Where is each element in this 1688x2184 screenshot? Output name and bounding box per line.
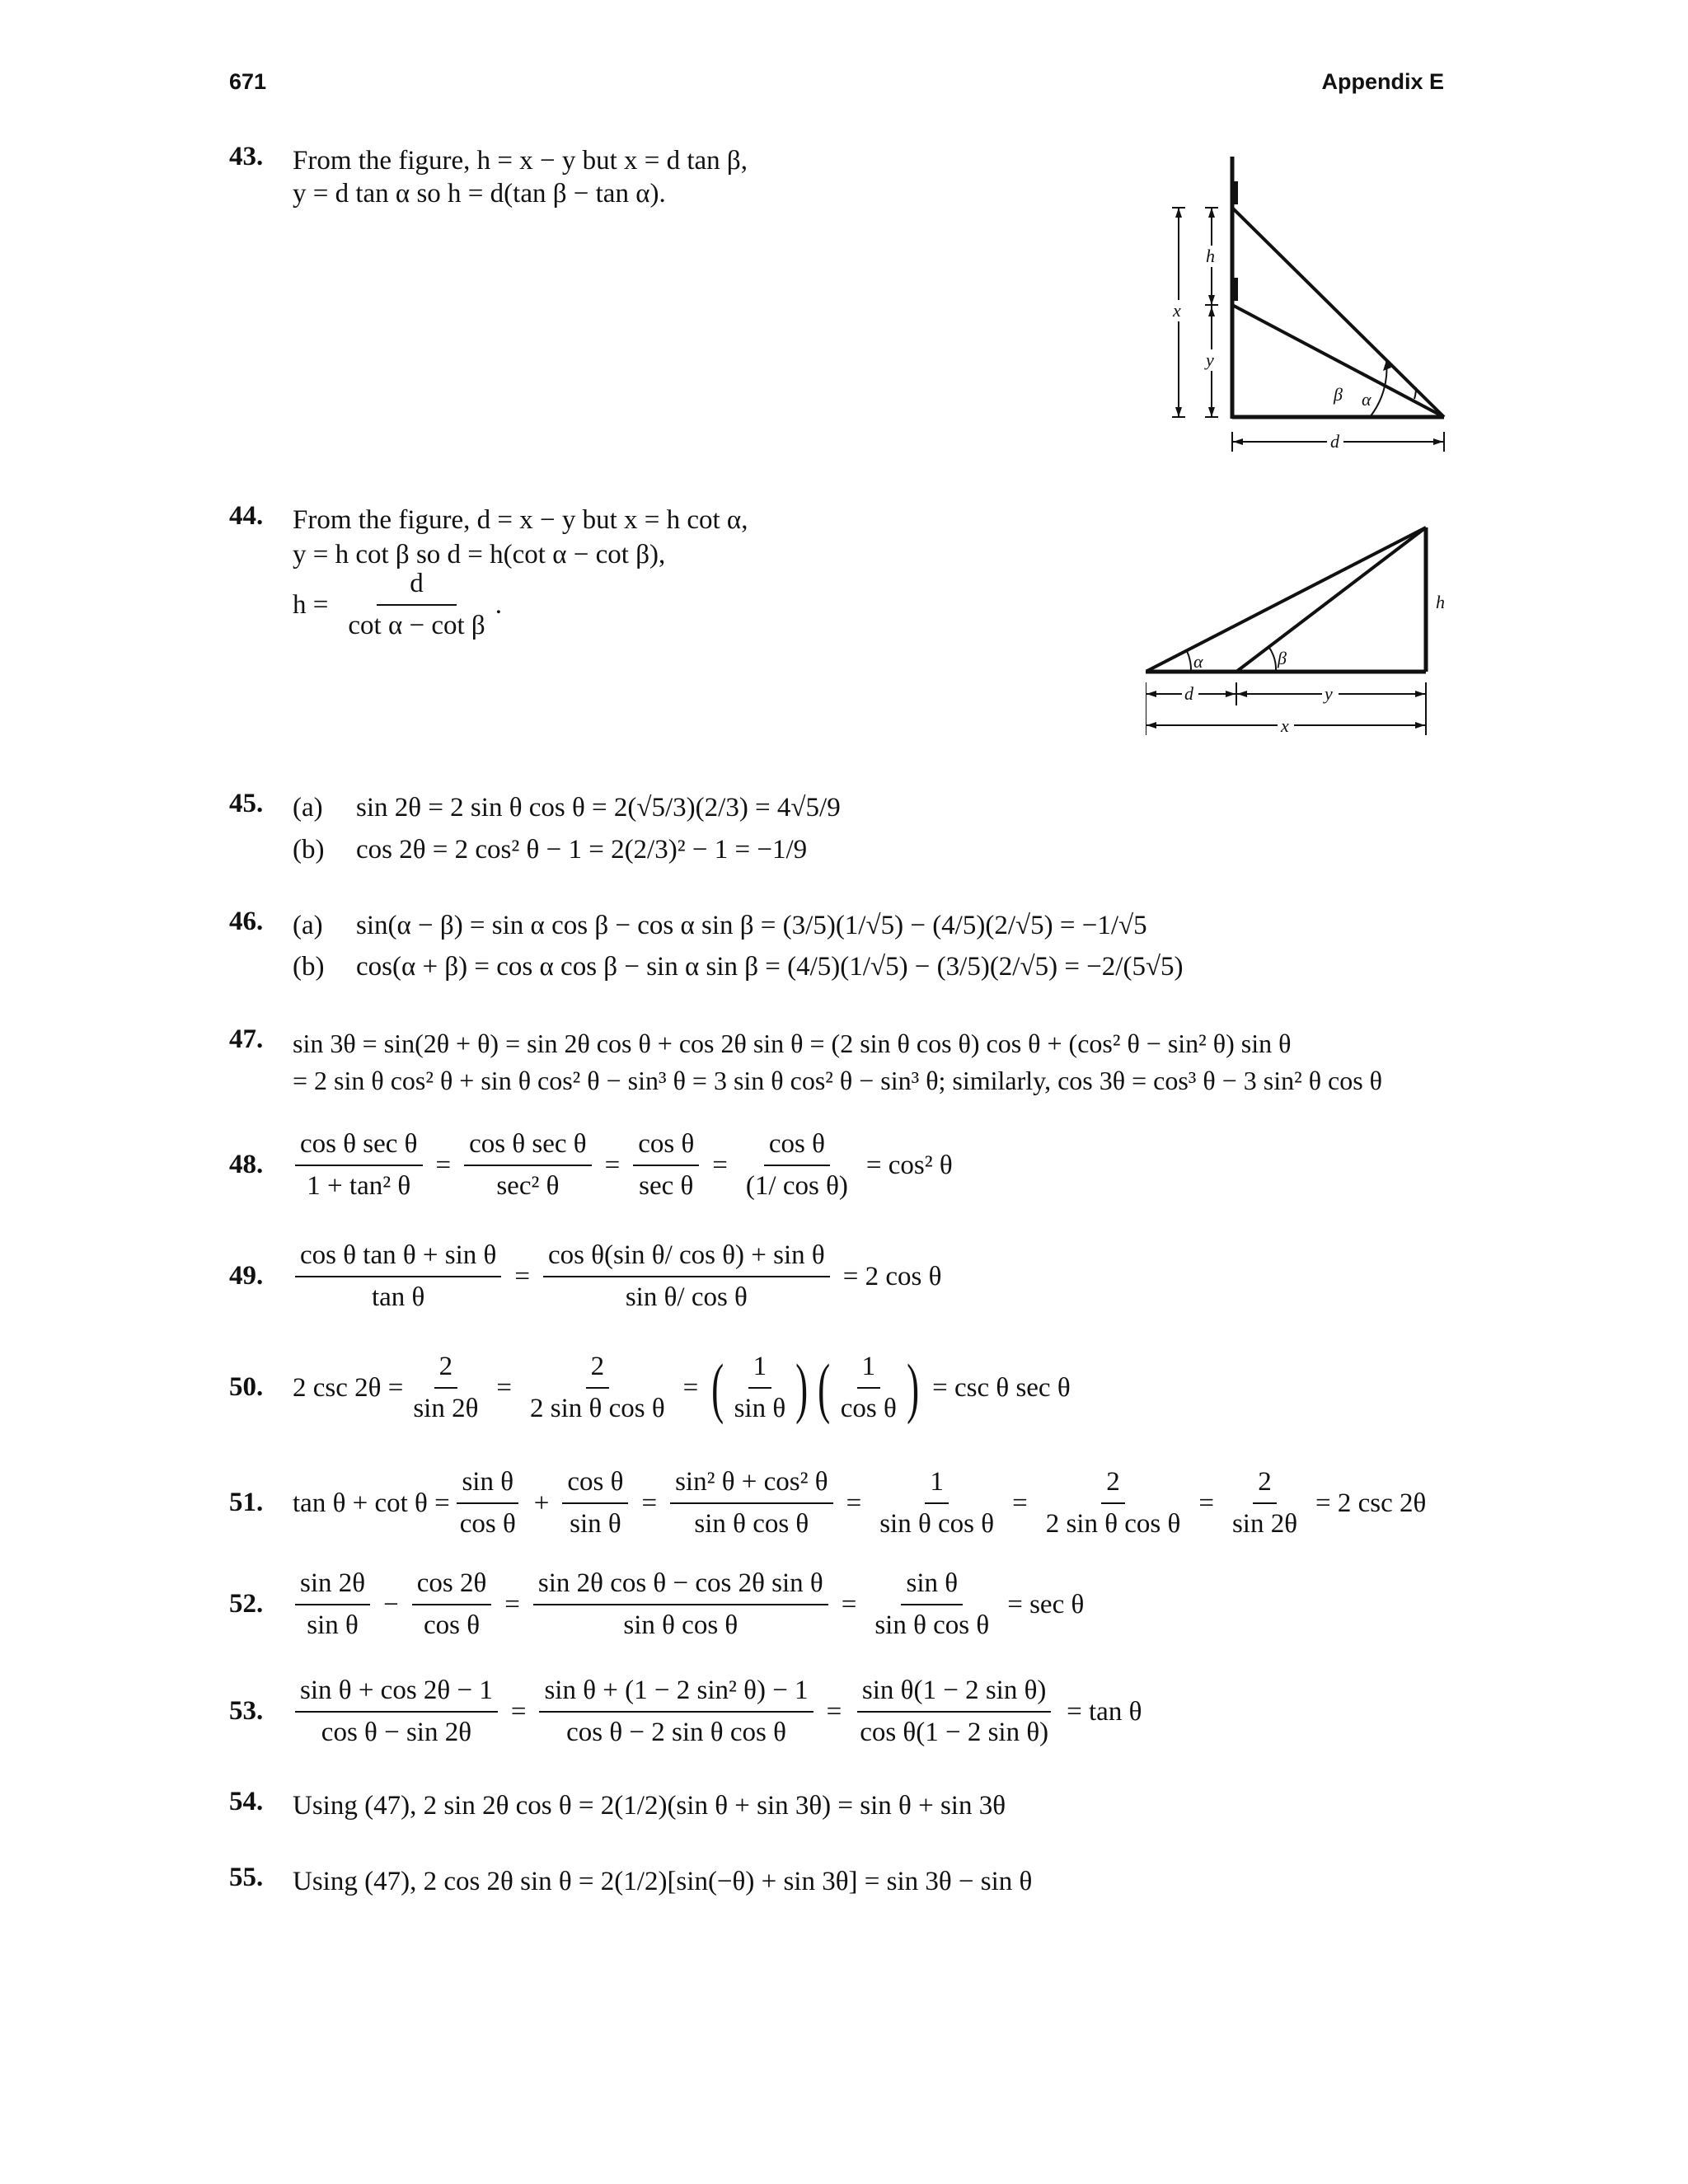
p49-f1-den: tan θ [371, 1282, 425, 1312]
p51-f1-den: cos θ [459, 1509, 516, 1539]
p50-f3-den: sin θ [734, 1394, 786, 1423]
p47-line1: sin 3θ = sin(2θ + θ) = sin 2θ cos θ + cos 2θ sin θ = (2 sin θ cos θ) cos θ + (cos² θ − sin² θ) sin θ [293, 1029, 1292, 1058]
p52-equation [290, 1568, 1092, 1641]
p53-f2-den: cos θ − 2 sin θ cos θ [566, 1718, 786, 1747]
problem-number-54: 54. [229, 1787, 264, 1816]
p53-f3-den: cos θ(1 − 2 sin θ) [860, 1718, 1049, 1747]
p50-f4-den: cos θ [840, 1394, 897, 1423]
p49-result: = 2 cos θ [842, 1261, 942, 1291]
p51-result: = 2 csc 2θ [1315, 1488, 1427, 1518]
p52-f3-num: sin 2θ cos θ − cos 2θ sin θ [533, 1568, 828, 1605]
p43-line1: From the figure, h = x − y but x = d tan β, [293, 146, 748, 176]
equals: = [826, 1696, 842, 1727]
p50-f1-num: 2 [434, 1352, 458, 1389]
p46-b-tag: (b) [293, 952, 325, 982]
p52-f1-num: sin 2θ [295, 1568, 370, 1605]
p44-formula: h = $\frac{d}{\text{cot α − cot β}}$ . [293, 569, 502, 640]
p48-f1-den: 1 + tan² θ [307, 1171, 411, 1201]
p50-f2-num: 2 [586, 1352, 610, 1389]
p48-f3-den: sec θ [639, 1171, 694, 1201]
p44-denominator: cot α − cot β [348, 611, 485, 640]
p47-line2: = 2 sin θ cos² θ + sin θ cos² θ − sin³ θ = 3 sin θ cos² θ − sin³ θ; similarly, cos 3θ = cos³ θ − 3 sin² θ cos θ [293, 1066, 1382, 1095]
problem-number-44: 44. [229, 501, 264, 531]
p51-f2-den: sin θ [570, 1509, 621, 1539]
equals: = [435, 1150, 452, 1180]
p51-f2-num: cos θ [562, 1467, 628, 1504]
p53-f1-den: cos θ − sin 2θ [321, 1718, 472, 1747]
fig44-label-h: h [1436, 592, 1445, 612]
equals: = [641, 1488, 658, 1518]
fig44-label-y: y [1325, 683, 1333, 704]
equals: = [841, 1589, 857, 1619]
p49-equation [290, 1240, 950, 1313]
p51-lhs: tan θ + cot θ = [293, 1488, 450, 1518]
equals: = [496, 1372, 513, 1403]
p52-f4-num: sin θ [901, 1568, 963, 1605]
fig43-label-d: d [1330, 431, 1339, 452]
p53-f2-num: sin θ + (1 − 2 sin² θ) − 1 [539, 1675, 813, 1713]
p45-b: cos 2θ = 2 cos² θ − 1 = 2(2/3)² − 1 = −1/9 [356, 835, 808, 865]
equals: = [514, 1261, 530, 1291]
p45-b-tag: (b) [293, 835, 325, 865]
problem-number-43: 43. [229, 142, 264, 171]
p51-f4-den: sin θ cos θ [879, 1509, 995, 1539]
p44-numerator: d [377, 569, 457, 606]
p50-lhs: 2 csc 2θ = [293, 1372, 404, 1403]
p49-f2-den: sin θ/ cos θ [625, 1282, 748, 1312]
equals: = [682, 1372, 699, 1403]
problem-number-50: 50. [229, 1372, 264, 1402]
p51-f3-num: sin² θ + cos² θ [670, 1467, 833, 1504]
p46-a-tag: (a) [293, 911, 323, 940]
page-number: 671 [229, 69, 267, 94]
p46-b: cos(α + β) = cos α cos β − sin α sin β = (4/5)(1/√5) − (3/5)(2/√5) = −2/(5√5) [356, 952, 1184, 982]
p48-f4-den: (1/ cos θ) [745, 1171, 848, 1201]
problem-number-49: 49. [229, 1261, 264, 1291]
p48-equation [290, 1129, 961, 1202]
problem-number-55: 55. [229, 1863, 264, 1892]
problem-number-52: 52. [229, 1589, 264, 1619]
plus: + [533, 1488, 550, 1518]
p52-f4-den: sin θ cos θ [874, 1610, 990, 1640]
equals: = [504, 1589, 520, 1619]
p53-result: = tan θ [1067, 1696, 1142, 1727]
p49-f2-num: cos θ(sin θ/ cos θ) + sin θ [543, 1240, 830, 1277]
equals: = [604, 1150, 621, 1180]
p48-f2-den: sec² θ [496, 1171, 560, 1201]
fig44-label-x: x [1281, 715, 1289, 736]
p50-equation: 2 csc 2θ = $\frac{2}{\sin 2\theta}$ = $\frac{2}{\text{2 sin θ cos θ}}$ = ( $\frac{1}{\text{sin θ}}$ ) ( $\frac{1}{\text{cos θ}}$ ) = csc θ sec θ [293, 1350, 1071, 1425]
equals: = [510, 1696, 527, 1727]
p48-f2-num: cos θ sec θ [464, 1129, 592, 1166]
p53-f1-num: sin θ + cos 2θ − 1 [295, 1675, 498, 1713]
p43-line2: y = d tan α so h = d(tan β − tan α). [293, 179, 666, 209]
p51-f5-num: 2 [1101, 1467, 1125, 1504]
section-title: Appendix E [1321, 69, 1444, 94]
p51-f1-num: sin θ [457, 1467, 518, 1504]
p51-f3-den: sin θ cos θ [694, 1509, 809, 1539]
p52-result: = sec θ [1007, 1589, 1085, 1619]
p52-f3-den: sin θ cos θ [623, 1610, 738, 1640]
fig44-label-d: d [1184, 683, 1193, 704]
p51-f6-num: 2 [1253, 1467, 1277, 1504]
problem-number-47: 47. [229, 1024, 264, 1054]
p55-text: Using (47), 2 cos 2θ sin θ = 2(1/2)[sin(−θ) + sin 3θ] = sin 3θ − sin θ [293, 1867, 1033, 1896]
p51-equation [293, 1467, 1434, 1540]
p51-f6-den: sin 2θ [1231, 1509, 1298, 1539]
fig44-label-beta: β [1278, 648, 1287, 668]
p52-f2-num: cos 2θ [412, 1568, 492, 1605]
fig43-label-y: y [1206, 349, 1214, 370]
p48-f1-num: cos θ sec θ [295, 1129, 423, 1166]
p53-f3-num: sin θ(1 − 2 sin θ) [857, 1675, 1051, 1713]
fig43-label-h: h [1206, 246, 1215, 266]
problem-number-51: 51. [229, 1488, 264, 1517]
p51-f4-num: 1 [925, 1467, 949, 1504]
p48-f4-num: cos θ [764, 1129, 830, 1166]
problem-number-45: 45. [229, 789, 264, 818]
p45-a: sin 2θ = 2 sin θ cos θ = 2(√5/3)(2/3) = 4√5/9 [356, 793, 841, 823]
p50-f2-den: 2 sin θ cos θ [530, 1394, 665, 1423]
equals: = [1198, 1488, 1214, 1518]
p50-f1-den: sin 2θ [413, 1394, 479, 1423]
equals: = [712, 1150, 728, 1180]
p44-line2: y = h cot β so d = h(cot α − cot β), [293, 540, 666, 569]
problem-number-48: 48. [229, 1150, 264, 1179]
p53-equation [290, 1675, 1150, 1748]
p50-f3-num: 1 [748, 1352, 772, 1389]
p54-text: Using (47), 2 sin 2θ cos θ = 2(1/2)(sin θ + sin 3θ) = sin θ + sin 3θ [293, 1791, 1006, 1821]
fig43-label-beta: β [1334, 384, 1343, 405]
equals: = [846, 1488, 862, 1518]
equals: = [1012, 1488, 1028, 1518]
fig43-label-alpha: α [1362, 389, 1372, 410]
fig43-label-x: x [1173, 300, 1181, 321]
p44-lhs: h = [293, 589, 329, 620]
p48-f3-num: cos θ [633, 1129, 699, 1166]
p49-f1-num: cos θ tan θ + sin θ [295, 1240, 501, 1277]
p52-f1-den: sin θ [307, 1610, 359, 1640]
p50-f4-num: 1 [857, 1352, 881, 1389]
fig44-label-alpha: α [1193, 651, 1203, 672]
p52-f2-den: cos θ [423, 1610, 480, 1640]
problem-number-53: 53. [229, 1696, 264, 1726]
minus: − [383, 1589, 399, 1619]
p45-a-tag: (a) [293, 793, 323, 823]
problem-number-46: 46. [229, 907, 264, 936]
p46-a: sin(α − β) = sin α cos β − cos α sin β = (3/5)(1/√5) − (4/5)(2/√5) = −1/√5 [356, 911, 1147, 940]
figure-44 [1146, 519, 1467, 742]
p48-result: = cos² θ [865, 1150, 953, 1180]
p51-f5-den: 2 sin θ cos θ [1045, 1509, 1181, 1539]
figure-43 [1154, 148, 1467, 462]
p50-result: = csc θ sec θ [932, 1372, 1071, 1403]
p44-line1: From the figure, d = x − y but x = h cot α, [293, 505, 748, 535]
